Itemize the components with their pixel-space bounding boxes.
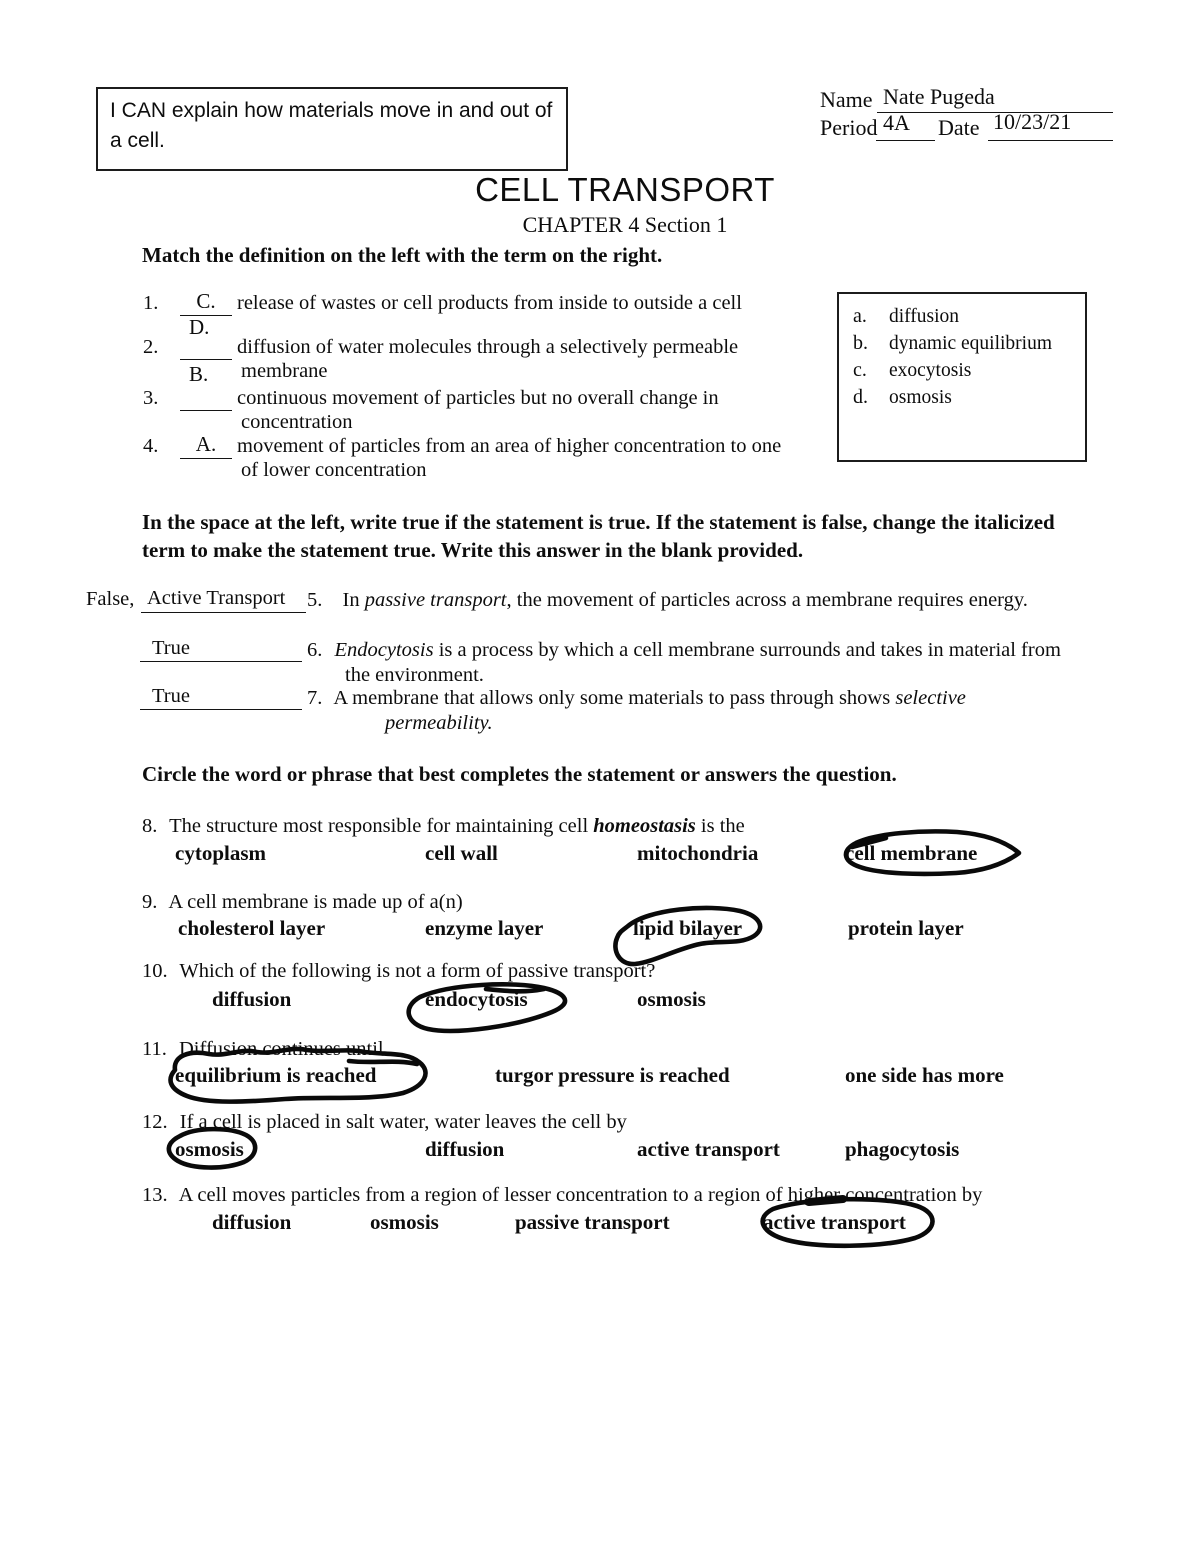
q5-statement	[307, 589, 1028, 612]
q10-number: 10.	[142, 960, 168, 982]
period-label: Period	[820, 115, 878, 140]
q9-option-cholesterol-layer: cholesterol layer	[178, 916, 326, 940]
term-letter: a.	[853, 305, 867, 327]
objective-text: I CAN explain how materials move in and out of a cell.	[110, 99, 553, 153]
q11-option-turgor-pressure-is-reached: turgor pressure is reached	[495, 1063, 730, 1087]
q9-options	[0, 916, 1200, 946]
term-word: dynamic equilibrium	[889, 333, 1053, 354]
match-2-number: 2.	[143, 336, 159, 358]
q13-stem	[142, 1184, 982, 1207]
q7-statement	[307, 687, 966, 710]
q7-text-cont: permeability.	[385, 712, 493, 734]
term-item	[853, 305, 1085, 332]
match-4-text: movement of particles from an area of higher concentration to one	[237, 435, 782, 457]
match-4-number: 4.	[143, 435, 159, 457]
match-3-text: continuous movement of particles but no overall change in	[237, 387, 719, 409]
q6-text-italic: Endocytosis	[334, 639, 434, 661]
q12-number: 12.	[142, 1111, 168, 1133]
q13-option-active-transport: active transport	[763, 1210, 906, 1234]
q8-option-cell-wall: cell wall	[425, 841, 498, 865]
match-4-text-cont: of lower concentration	[241, 459, 427, 481]
term-item	[853, 332, 1085, 359]
q12-option-active-transport: active transport	[637, 1137, 780, 1161]
match-1-number: 1.	[143, 292, 159, 314]
q10-option-osmosis: osmosis	[637, 987, 706, 1011]
q8-text-pre: The structure most responsible for maintaining cell	[169, 815, 594, 837]
q11-stem	[142, 1038, 384, 1061]
q12-text: If a cell is placed in salt water, water leaves the cell by	[179, 1111, 627, 1133]
match-4-blank	[180, 435, 232, 459]
term-item	[853, 386, 1085, 413]
q7-text-italic: selective	[895, 687, 966, 709]
q10-options	[0, 987, 1200, 1017]
q10-option-endocytosis: endocytosis	[425, 987, 528, 1011]
q9-text: A cell membrane is made up of a(n)	[168, 891, 463, 913]
q12-options	[0, 1137, 1200, 1167]
q5-number: 5.	[307, 589, 323, 611]
q11-option-one-side-has-more: one side has more	[845, 1063, 1004, 1087]
q11-option-equilibrium-is-reached: equilibrium is reached	[175, 1063, 377, 1087]
q5-answer-prefix: False,	[86, 588, 135, 610]
q6-answer: True	[152, 637, 190, 659]
q10-stem	[142, 960, 655, 983]
q10-option-diffusion: diffusion	[212, 987, 292, 1011]
term-word: diffusion	[889, 306, 960, 327]
q5-text-pre: In	[342, 589, 365, 611]
q9-option-protein-layer: protein layer	[848, 916, 964, 940]
q6-number: 6.	[307, 639, 323, 661]
q12-option-phagocytosis: phagocytosis	[845, 1137, 960, 1161]
q8-option-cell-membrane: cell membrane	[845, 841, 978, 865]
term-letter: d.	[853, 386, 868, 408]
page-title: CELL TRANSPORT	[475, 171, 775, 208]
q9-number: 9.	[142, 891, 158, 913]
q9-option-lipid-bilayer: lipid bilayer	[633, 916, 743, 940]
match-1-blank	[180, 292, 232, 316]
term-word: exocytosis	[889, 360, 972, 381]
q7-answer-blank	[140, 685, 302, 710]
match-1-text: release of wastes or cell products from inside to outside a cell	[237, 292, 742, 314]
match-3-blank	[180, 387, 232, 411]
match-3-number: 3.	[143, 387, 159, 409]
q11-number: 11.	[142, 1038, 167, 1060]
match-1-answer: C.	[196, 289, 216, 313]
term-word: osmosis	[889, 387, 952, 408]
page-subtitle: CHAPTER 4 Section 1	[522, 212, 728, 237]
name-value: Nate Pugeda	[883, 84, 995, 109]
q13-number: 13.	[142, 1184, 168, 1206]
q11-text: Diffusion continues until	[179, 1038, 384, 1060]
q13-text: A cell moves particles from a region of lesser concentration to a region of higher concentration by	[178, 1184, 983, 1206]
q11-options	[0, 1063, 1200, 1093]
q6-text-cont: the environment.	[345, 664, 484, 686]
term-letter: c.	[853, 359, 867, 381]
match-2-text: diffusion of water molecules through a selectively permeable	[237, 336, 739, 358]
q8-number: 8.	[142, 815, 158, 837]
match-3-answer: B.	[189, 362, 209, 386]
q8-text-em: homeostasis	[593, 815, 696, 837]
terms-box	[837, 292, 1087, 462]
q12-stem	[142, 1111, 627, 1134]
date-value: 10/23/21	[993, 109, 1072, 134]
q5-text-italic: passive transport	[364, 589, 507, 611]
q6-text-post: is a process by which a cell membrane surrounds and takes in material from	[433, 639, 1061, 661]
matching-instruction: Match the definition on the left with the term on the right.	[142, 243, 663, 267]
q8-text-post: is the	[695, 815, 745, 837]
q12-option-osmosis: osmosis	[175, 1137, 244, 1161]
period-value: 4A	[883, 110, 910, 135]
term-item	[853, 359, 1085, 386]
q8-stem	[142, 815, 745, 838]
mc-instruction: Circle the word or phrase that best completes the statement or answers the question.	[142, 762, 897, 786]
date-label: Date	[938, 115, 980, 140]
name-label: Name	[820, 87, 873, 112]
truefalse-instruction: In the space at the left, write true if the statement is true. If the statement is false, change the italicized term to make the statement true. Write this answer in the blank provided.	[142, 510, 1055, 562]
match-2-text-cont: membrane	[241, 360, 328, 382]
q8-options	[0, 841, 1200, 871]
match-2-blank	[180, 336, 232, 360]
q13-options	[0, 1210, 1200, 1240]
match-3-text-cont: concentration	[241, 411, 353, 433]
q13-option-osmosis: osmosis	[370, 1210, 439, 1234]
q7-answer: True	[152, 685, 190, 707]
q5-answer: Active Transport	[147, 587, 286, 609]
q6-answer-blank	[140, 637, 302, 662]
q13-option-passive-transport: passive transport	[515, 1210, 670, 1234]
match-4-answer: A.	[195, 432, 217, 456]
q7-text-pre: A membrane that allows only some materials to pass through shows	[333, 687, 896, 709]
q8-option-mitochondria: mitochondria	[637, 841, 759, 865]
q9-stem	[142, 891, 463, 914]
q13-option-diffusion: diffusion	[212, 1210, 292, 1234]
objective-box	[96, 87, 568, 171]
q8-option-cytoplasm: cytoplasm	[175, 841, 266, 865]
q9-option-enzyme-layer: enzyme layer	[425, 916, 544, 940]
q12-option-diffusion: diffusion	[425, 1137, 505, 1161]
q7-number: 7.	[307, 687, 323, 709]
match-2-answer: D.	[189, 315, 210, 339]
q6-statement	[307, 639, 1061, 662]
term-letter: b.	[853, 332, 868, 354]
q10-text: Which of the following is not a form of passive transport?	[179, 960, 656, 982]
q5-text-post: , the movement of particles across a membrane requires energy.	[506, 589, 1028, 611]
